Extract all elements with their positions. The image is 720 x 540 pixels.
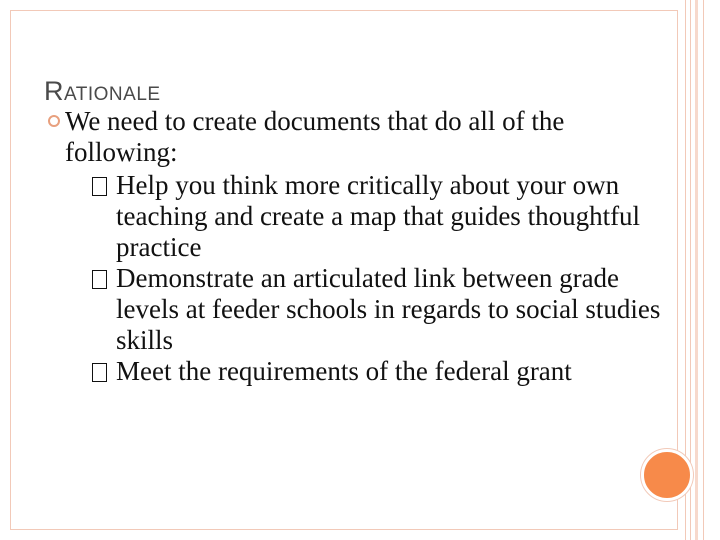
decorative-line — [690, 0, 691, 540]
box-bullet-icon — [92, 270, 107, 289]
decorative-line — [695, 0, 698, 540]
sub-bullet-text: Meet the requirements of the federal grant — [116, 356, 572, 386]
slide-title — [44, 76, 161, 107]
slide-content — [40, 106, 680, 387]
sub-bullet-item — [92, 356, 680, 387]
sub-bullet-item — [92, 263, 680, 356]
bullet-circle-icon — [47, 114, 61, 128]
sub-bullet-list — [40, 170, 680, 387]
sub-bullet-text: Demonstrate an articulated link between grade levels at feeder schools in regards to social studies skills — [116, 263, 661, 355]
title-rest: ATIONALE — [64, 84, 161, 105]
sub-bullet-text: Help you think more critically about your own teaching and create a map that guides thoughtful practice — [116, 170, 641, 262]
main-bullet-text: We need to create documents that do all of the following: — [65, 106, 565, 167]
title-initial: R — [44, 76, 64, 106]
decorative-line — [703, 0, 704, 540]
box-bullet-icon — [92, 363, 107, 382]
main-bullet — [40, 106, 680, 168]
decorative-orange-dot — [641, 449, 693, 501]
box-bullet-icon — [92, 177, 107, 196]
sub-bullet-item — [92, 170, 680, 263]
